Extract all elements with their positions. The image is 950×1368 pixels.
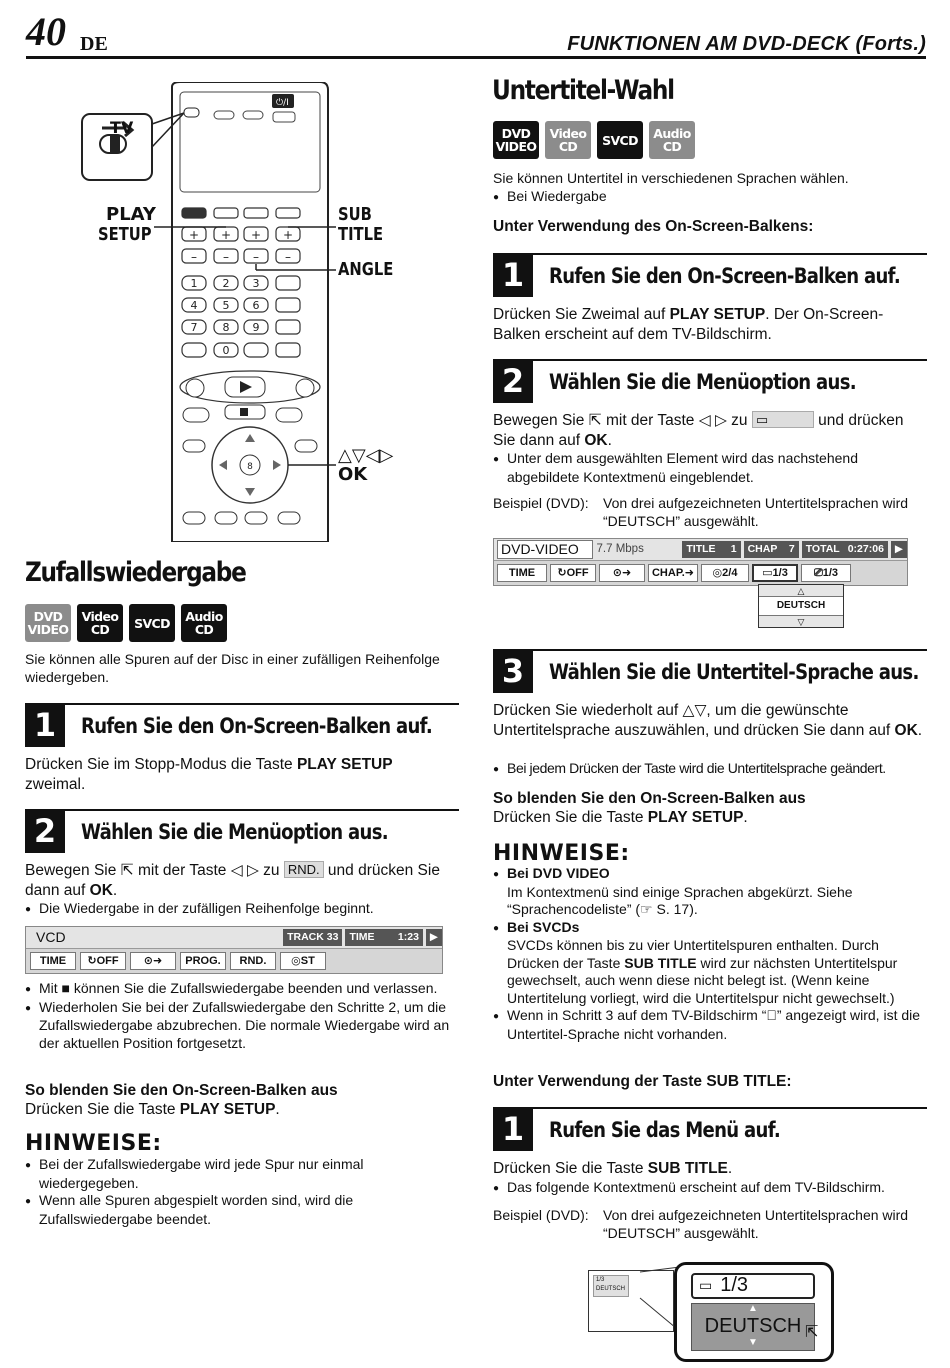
left-hinweise-heading: HINWEISE:	[25, 1131, 162, 1156]
disc-badges-right	[493, 121, 695, 159]
osd-chap-val: 7	[781, 541, 798, 558]
pointer-icon: ⇱	[588, 412, 602, 429]
badge-video-cd: Video CD	[77, 604, 123, 642]
svg-text:+: +	[220, 228, 232, 242]
step-title: Wählen Sie die Untertitel-Sprache aus.	[549, 660, 919, 684]
left-step2-bullet: ● Die Wiedergabe in der zufälligen Reihenfolge beginnt.	[25, 900, 455, 919]
step-title: Wählen Sie die Menüoption aus.	[549, 370, 856, 394]
vcd-osd-bar	[25, 926, 443, 974]
right-step-2	[493, 359, 927, 407]
example-label: Beispiel (DVD):	[493, 495, 589, 511]
osd-btn-audio[interactable]: ◎ 2/4	[701, 564, 749, 582]
osd-title-val: 1	[720, 541, 741, 558]
svg-text:–: –	[253, 250, 259, 264]
step-title: Rufen Sie den On-Screen-Balken auf.	[549, 264, 901, 288]
badge-svcd: SVCD	[129, 604, 175, 642]
note-text: SVCDs können bis zu vier Untertitelspuren enthalten. Durch Drücken der Taste SUB TITLE wird zur nächsten Untertitelspur gewechselt, auch wenn diese nicht belegt ist. (Wenn keine Untertitelung vorliegt, wird die Untertitelspur nicht gewechselt.)	[507, 937, 898, 1006]
left-step1-text: Drücken Sie im Stopp-Modus die Taste PLAY SETUP zweimal.	[25, 756, 393, 793]
osd-btn-prog[interactable]: PROG.	[180, 952, 226, 970]
step-number: 1	[493, 253, 533, 297]
step-title: Rufen Sie den On-Screen-Balken auf.	[81, 714, 433, 738]
left-step-1	[25, 703, 459, 751]
osd-btn-repeat[interactable]: ↻ OFF	[550, 564, 596, 582]
section-title-random: Zufallswiedergabe	[25, 557, 246, 588]
svg-text:+: +	[250, 228, 262, 242]
osd-btn-time[interactable]: TIME	[30, 952, 76, 970]
step-number: 1	[25, 703, 65, 747]
subtitle-intro: Sie können Untertitel in verschiedenen Sprachen wählen. ● Bei Wiedergabe	[493, 170, 923, 206]
right-step-3	[493, 649, 927, 697]
svg-text:2: 2	[222, 277, 230, 290]
osd-bitrate: 7.7 Mbps	[596, 543, 644, 556]
svg-text:–: –	[223, 250, 229, 264]
section-title-subtitle: Untertitel-Wahl	[492, 75, 674, 106]
osd-chap-label: CHAP	[744, 541, 782, 558]
badge-svcd: SVCD	[597, 121, 643, 159]
disc-badges-left	[25, 604, 227, 642]
svg-text:8: 8	[247, 462, 253, 472]
page-header-title: FUNKTIONEN AM DVD-DECK (Forts.)	[567, 33, 926, 55]
header-rule	[26, 56, 926, 59]
osd-btn-chap[interactable]: CHAP. ➜	[648, 564, 698, 582]
badge-video-cd: Video CD	[545, 121, 591, 159]
svg-text:9: 9	[252, 321, 260, 334]
osd-btn-timesearch[interactable]: ⊙➜	[130, 952, 176, 970]
svg-text:⏻/I: ⏻/I	[276, 98, 289, 108]
left-hide-heading: So blenden Sie den On-Screen-Balken aus	[25, 1082, 338, 1099]
step-title: Wählen Sie die Menüoption aus.	[81, 820, 388, 844]
random-intro: Sie können alle Spuren auf der Disc in einer zufälligen Reihenfolge wiedergeben.	[25, 651, 440, 685]
svg-text:7: 7	[190, 321, 198, 334]
badge-dvd-video: DVD VIDEO	[493, 121, 539, 159]
popup-count: 1/3	[720, 1274, 749, 1297]
left-bullets	[25, 980, 455, 1052]
right-step2-bullet: ● Unter dem ausgewählten Element wird das nachstehend abgebildete Kontextmenü eingeblendet.	[493, 450, 923, 486]
popup-count-box	[691, 1273, 815, 1299]
note-text: Im Kontextmenü sind einige Sprachen abgekürzt. Siehe “Sprachencodeliste” (☞ S. 17).	[507, 883, 853, 917]
svg-text:8: 8	[222, 321, 230, 334]
svg-text:3: 3	[252, 277, 260, 290]
left-note: ● Wenn alle Spuren abgespielt worden sind, wird die Zufallswiedergabe beendet.	[25, 1192, 455, 1228]
right-hide-heading: So blenden Sie den On-Screen-Balken aus	[493, 790, 806, 807]
right-sub-step1-text: Drücken Sie die Taste SUB TITLE.	[493, 1160, 733, 1177]
using-bar-heading: Unter Verwendung des On-Screen-Balkens:	[493, 218, 814, 235]
osd-disc-label: VCD	[36, 928, 66, 945]
svg-text:–: –	[285, 250, 291, 264]
right-hide-text: Drücken Sie die Taste PLAY SETUP.	[493, 809, 748, 826]
note-heading: ● Bei SVCDs	[493, 919, 929, 938]
example2-text: Von drei aufgezeichneten Untertitelsprachen wird “DEUTSCH” ausgewählt.	[603, 1207, 909, 1241]
note-text: ● Wenn in Schritt 3 auf dem TV-Bildschirm “⃠” angezeigt wird, ist die Untertitel-Sprache nicht vorhanden.	[493, 1007, 929, 1043]
example-text: Von drei aufgezeichneten Untertitelsprachen wird “DEUTSCH” ausgewählt.	[603, 495, 909, 529]
popup-lang-box	[691, 1303, 815, 1351]
left-note: ● Bei der Zufallswiedergabe wird jede Spur nur einmal wiedergegeben.	[25, 1156, 455, 1192]
right-step3-text: Drücken Sie wiederholt auf △▽, um die gewünschte Untertitelsprache auszuwählen, und drücken Sie dann auf OK.	[493, 702, 923, 739]
pointer-icon: ⇱	[120, 862, 134, 879]
left-bullet: ● Mit ■ können Sie die Zufallswiedergabe beenden und verlassen.	[25, 980, 455, 999]
setup-label: SETUP	[98, 224, 152, 245]
subtitle-context-menu	[758, 584, 844, 628]
badge-audio-cd: Audio CD	[649, 121, 695, 159]
svg-text:–: –	[191, 250, 197, 264]
svg-text:6: 6	[252, 299, 260, 312]
osd-btn-time[interactable]: TIME	[497, 564, 547, 582]
right-sub-step1-bullet: ● Das folgende Kontextmenü erscheint auf dem TV-Bildschirm.	[493, 1179, 929, 1198]
osd-time-label: TIME	[345, 929, 378, 946]
osd-btn-repeat[interactable]: ↻ OFF	[80, 952, 126, 970]
step-title: Rufen Sie das Menü auf.	[549, 1118, 781, 1142]
right-step1-text: Drücken Sie Zweimal auf PLAY SETUP. Der On-Screen-Balken erscheint auf dem TV-Bildschirm.	[493, 306, 884, 343]
dvd-osd-bar	[493, 538, 908, 586]
play-label: PLAY	[106, 204, 156, 225]
osd-total-label: TOTAL	[802, 541, 844, 558]
step-number: 3	[493, 649, 533, 693]
left-step-2	[25, 809, 459, 857]
page-language: DE	[80, 33, 108, 55]
right-step2-text: Bewegen Sie ⇱ mit der Taste ◁ ▷ zu ▭ und drücken Sie dann auf OK.	[493, 412, 904, 449]
osd-play-icon: ▶	[891, 541, 907, 558]
title-label: TITLE	[338, 224, 384, 245]
right-notes	[493, 865, 929, 1043]
osd-disc-label: DVD-VIDEO	[497, 540, 593, 560]
osd-btn-rnd[interactable]: RND.	[230, 952, 276, 970]
osd-title-label: TITLE	[682, 541, 719, 558]
subtitle-popup	[674, 1262, 834, 1362]
svg-text:1: 1	[190, 277, 198, 290]
sub-label: SUB	[338, 204, 372, 225]
osd-btn-audio[interactable]: ◎ ST	[280, 952, 326, 970]
osd-time: 1:23	[379, 929, 423, 946]
page-number: 40	[26, 9, 66, 54]
svg-text:0: 0	[222, 344, 230, 357]
note-heading: ● Bei DVD VIDEO	[493, 865, 929, 884]
step-number: 2	[493, 359, 533, 403]
svg-text:+: +	[188, 228, 200, 242]
svg-text:4: 4	[190, 299, 198, 312]
step-number: 2	[25, 809, 65, 853]
subtitle-icon: ▭	[699, 1277, 713, 1294]
left-notes	[25, 1156, 455, 1228]
right-hinweise-heading: HINWEISE:	[493, 841, 630, 866]
osd-btn-angle[interactable]: ⎚ 1/3	[801, 564, 851, 582]
menu-down-arrow: ▽	[759, 615, 843, 627]
osd-total-val: 0:27:06	[844, 541, 888, 558]
step-number: 1	[493, 1107, 533, 1151]
example2-label: Beispiel (DVD):	[493, 1207, 589, 1223]
popup-up-arrow: ▲	[748, 1303, 758, 1314]
subtitle-box-icon: ▭	[752, 411, 814, 428]
left-bullet: ● Wiederholen Sie bei der Zufallswiedergabe den Schritte 2, um die Zufallswiedergabe abzubrechen. Die normale Wiedergabe wird an der aktuellen Position fortgesetzt.	[25, 999, 455, 1053]
left-step2-text: Bewegen Sie ⇱ mit der Taste ◁ ▷ zu RND. und drücken Sie dann auf OK.	[25, 862, 440, 899]
badge-audio-cd: Audio CD	[181, 604, 227, 642]
angle-label: ANGLE	[338, 259, 394, 280]
osd-btn-subtitle[interactable]: ▭ 1/3	[752, 564, 798, 582]
osd-btn-timesearch[interactable]: ⊙➜	[599, 564, 645, 582]
rnd-box: RND.	[284, 861, 324, 878]
svg-text:+: +	[282, 228, 294, 242]
right-step3-bullet: ● Bei jedem Drücken der Taste wird die Untertitelsprache geändert.	[493, 760, 933, 779]
cursor-icon: ⇱	[805, 1324, 819, 1341]
arrow-keys-label: △▽◁▷	[338, 445, 394, 465]
menu-item-deutsch[interactable]: DEUTSCH	[776, 600, 826, 611]
menu-up-arrow: △	[759, 585, 843, 597]
left-hide-text: Drücken Sie die Taste PLAY SETUP.	[25, 1101, 280, 1118]
mini-popup: 1/3 DEUTSCH	[593, 1275, 629, 1297]
using-sub-heading: Unter Verwendung der Taste SUB TITLE:	[493, 1073, 792, 1090]
osd-track: TRACK 33	[283, 929, 342, 946]
right-step-1	[493, 253, 927, 301]
tv-switch-label: TV	[110, 118, 134, 137]
remote-control-illustration	[80, 82, 420, 542]
osd-play-icon: ▶	[426, 929, 442, 946]
popup-down-arrow: ▼	[748, 1337, 758, 1348]
popup-lang[interactable]: DEUTSCH	[704, 1315, 802, 1337]
right-sub-step-1	[493, 1107, 927, 1155]
svg-text:5: 5	[222, 299, 230, 312]
badge-dvd-video: DVD VIDEO	[25, 604, 71, 642]
ok-label: OK	[338, 464, 368, 485]
